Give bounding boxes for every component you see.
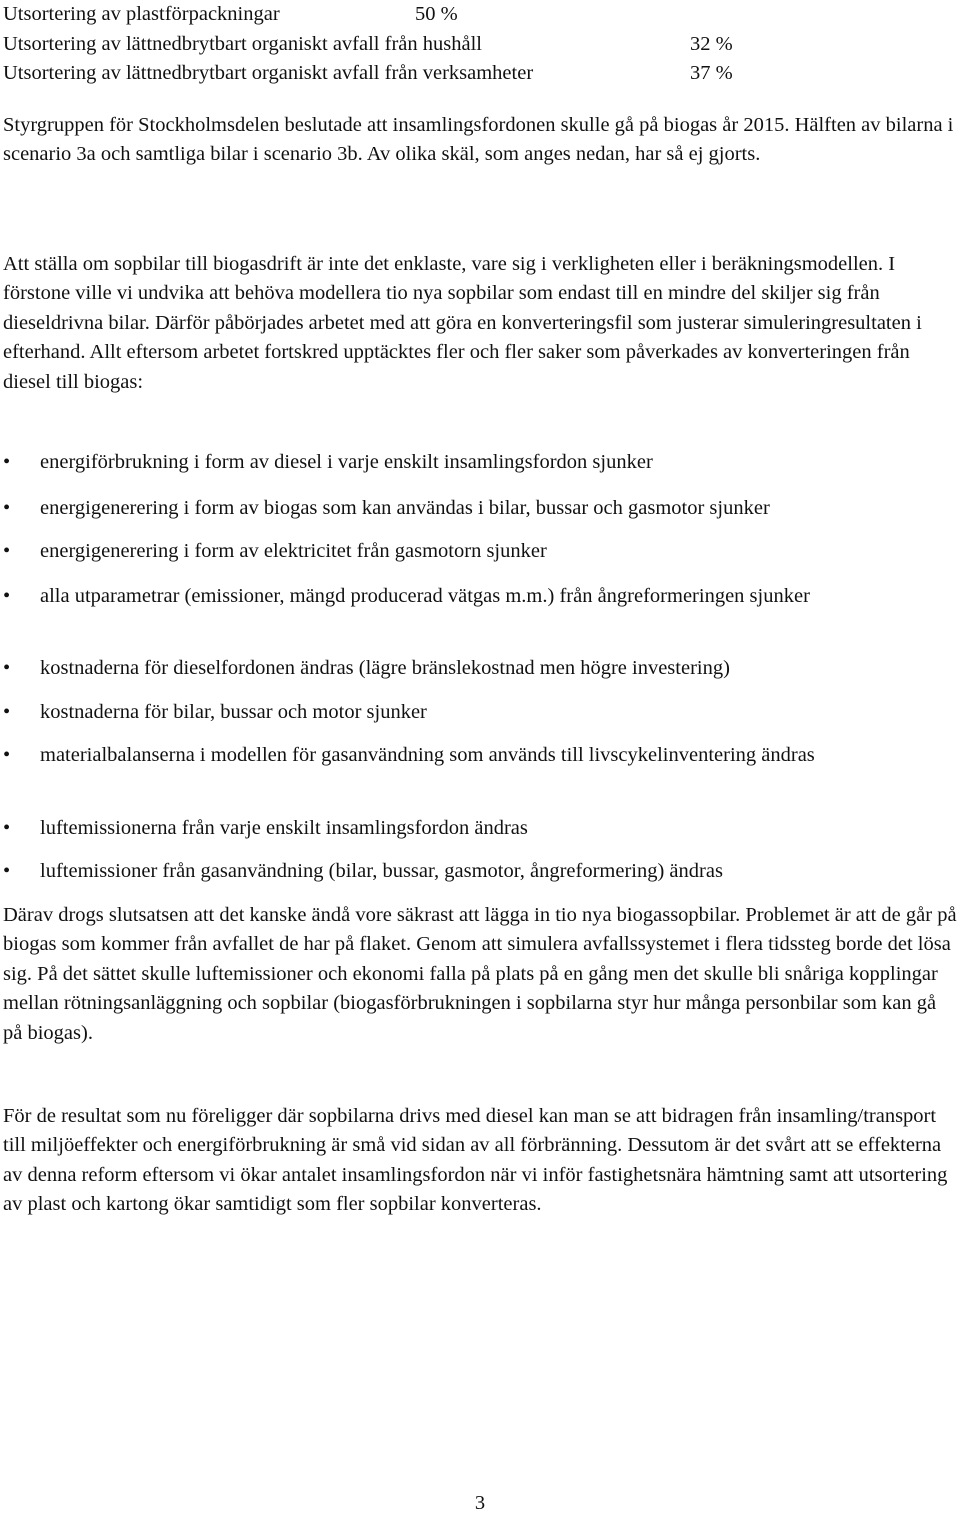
sorting-rate-value: 32 % <box>690 32 733 55</box>
list-item-text: luftemissionerna från varje enskilt insamlingsfordon ändras <box>40 817 528 839</box>
bullet-icon: • <box>3 540 11 562</box>
page-number: 3 <box>474 1492 486 1514</box>
bullet-icon: • <box>3 451 11 473</box>
bullet-icon: • <box>3 817 11 839</box>
sorting-rate-row <box>3 59 958 89</box>
paragraph-conversion: Att ställa om sopbilar till biogasdrift är inte det enklaste, vare sig i verkligheten eller i beräkningsmodellen. I förstone ville vi undvika att behöva modellera tio nya sopbilar som endast till en mindre del skiljer sig från dieseldrivna bilar. Därför påbörjades arbetet med att göra en konverteringsfil som justerar simuleringresultaten i efterhand. Allt eftersom arbetet fortskred upptäcktes fler och fler saker som påverkades av konverteringen från diesel till biogas: <box>3 253 922 393</box>
paragraph-results: För de resultat som nu föreligger där sopbilarna drivs med diesel kan man se att bidragen från insamling/transport till miljöeffekter och energiförbrukning är små vid sidan av all förbränning. Dessutom är det svårt att se effekterna av denna reform eftersom vi ökar antalet insamlingsfordon när vi inför fastighetsnära hämtning samt att utsortering av plast och kartong ökar samtidigt som fler sopbilar konverteras. <box>3 1105 948 1216</box>
list-item-text: energiförbrukning i form av diesel i varje enskilt insamlingsfordon sjunker <box>40 451 653 473</box>
list-item-text: kostnaderna för dieselfordonen ändras (lägre bränslekostnad men högre investering) <box>40 657 730 679</box>
paragraph-conclusion: Därav drogs slutsatsen att det kanske ändå vore säkrast att lägga in tio nya biogassopbilar. Problemet är att de går på biogas som kommer från avfallet de har på flaket. Genom att simulera avfallssystemet i flera tidssteg borde det lösa sig. På det sättet skulle luftemissioner och ekonomi falla på plats på en gång men det skulle bli snåriga kopplingar mellan rötningsanläggning och sopbilar (biogasförbrukningen i sopbilarna styr hur många personbilar som kan gå på biogas). <box>3 904 957 1044</box>
bullet-icon: • <box>3 585 11 607</box>
sorting-rate-value: 50 % <box>415 3 458 25</box>
bullet-icon: • <box>3 497 11 519</box>
sorting-rate-label: Utsortering av lättnedbrytbart organiskt avfall från verksamheter <box>3 62 534 84</box>
sorting-rate-label: Utsortering av plastförpackningar <box>3 3 280 25</box>
sorting-rate-row <box>3 30 958 60</box>
bullet-icon: • <box>3 860 11 882</box>
bullet-icon: • <box>3 657 11 679</box>
sorting-rates-list <box>3 0 958 89</box>
list-item-text: energigenerering i form av elektricitet från gasmotorn sjunker <box>40 540 547 562</box>
list-item-text: energigenerering i form av biogas som kan användas i bilar, bussar och gasmotor sjunker <box>40 497 770 519</box>
sorting-rate-row <box>3 0 958 30</box>
list-item-text: luftemissioner från gasanvändning (bilar, bussar, gasmotor, ångreformering) ändras <box>40 860 723 882</box>
bullet-icon: • <box>3 744 11 766</box>
sorting-rate-value: 37 % <box>690 62 733 84</box>
list-item-text: kostnaderna för bilar, bussar och motor sjunker <box>40 701 427 723</box>
paragraph-steering-group: Styrgruppen för Stockholmsdelen beslutade att insamlingsfordonen skulle gå på biogas år 2015. Hälften av bilarna i scenario 3a och samtliga bilar i scenario 3b. Av olika skäl, som anges nedan, har så ej gjorts. <box>3 114 954 166</box>
bullet-icon: • <box>3 701 11 723</box>
list-item-text: materialbalanserna i modellen för gasanvändning som används till livscykelinventering ändras <box>40 744 815 766</box>
list-item-text: alla utparametrar (emissioner, mängd producerad vätgas m.m.) från ångreformeringen sjunker <box>40 585 810 607</box>
sorting-rate-label: Utsortering av lättnedbrytbart organiskt avfall från hushåll <box>3 32 482 55</box>
